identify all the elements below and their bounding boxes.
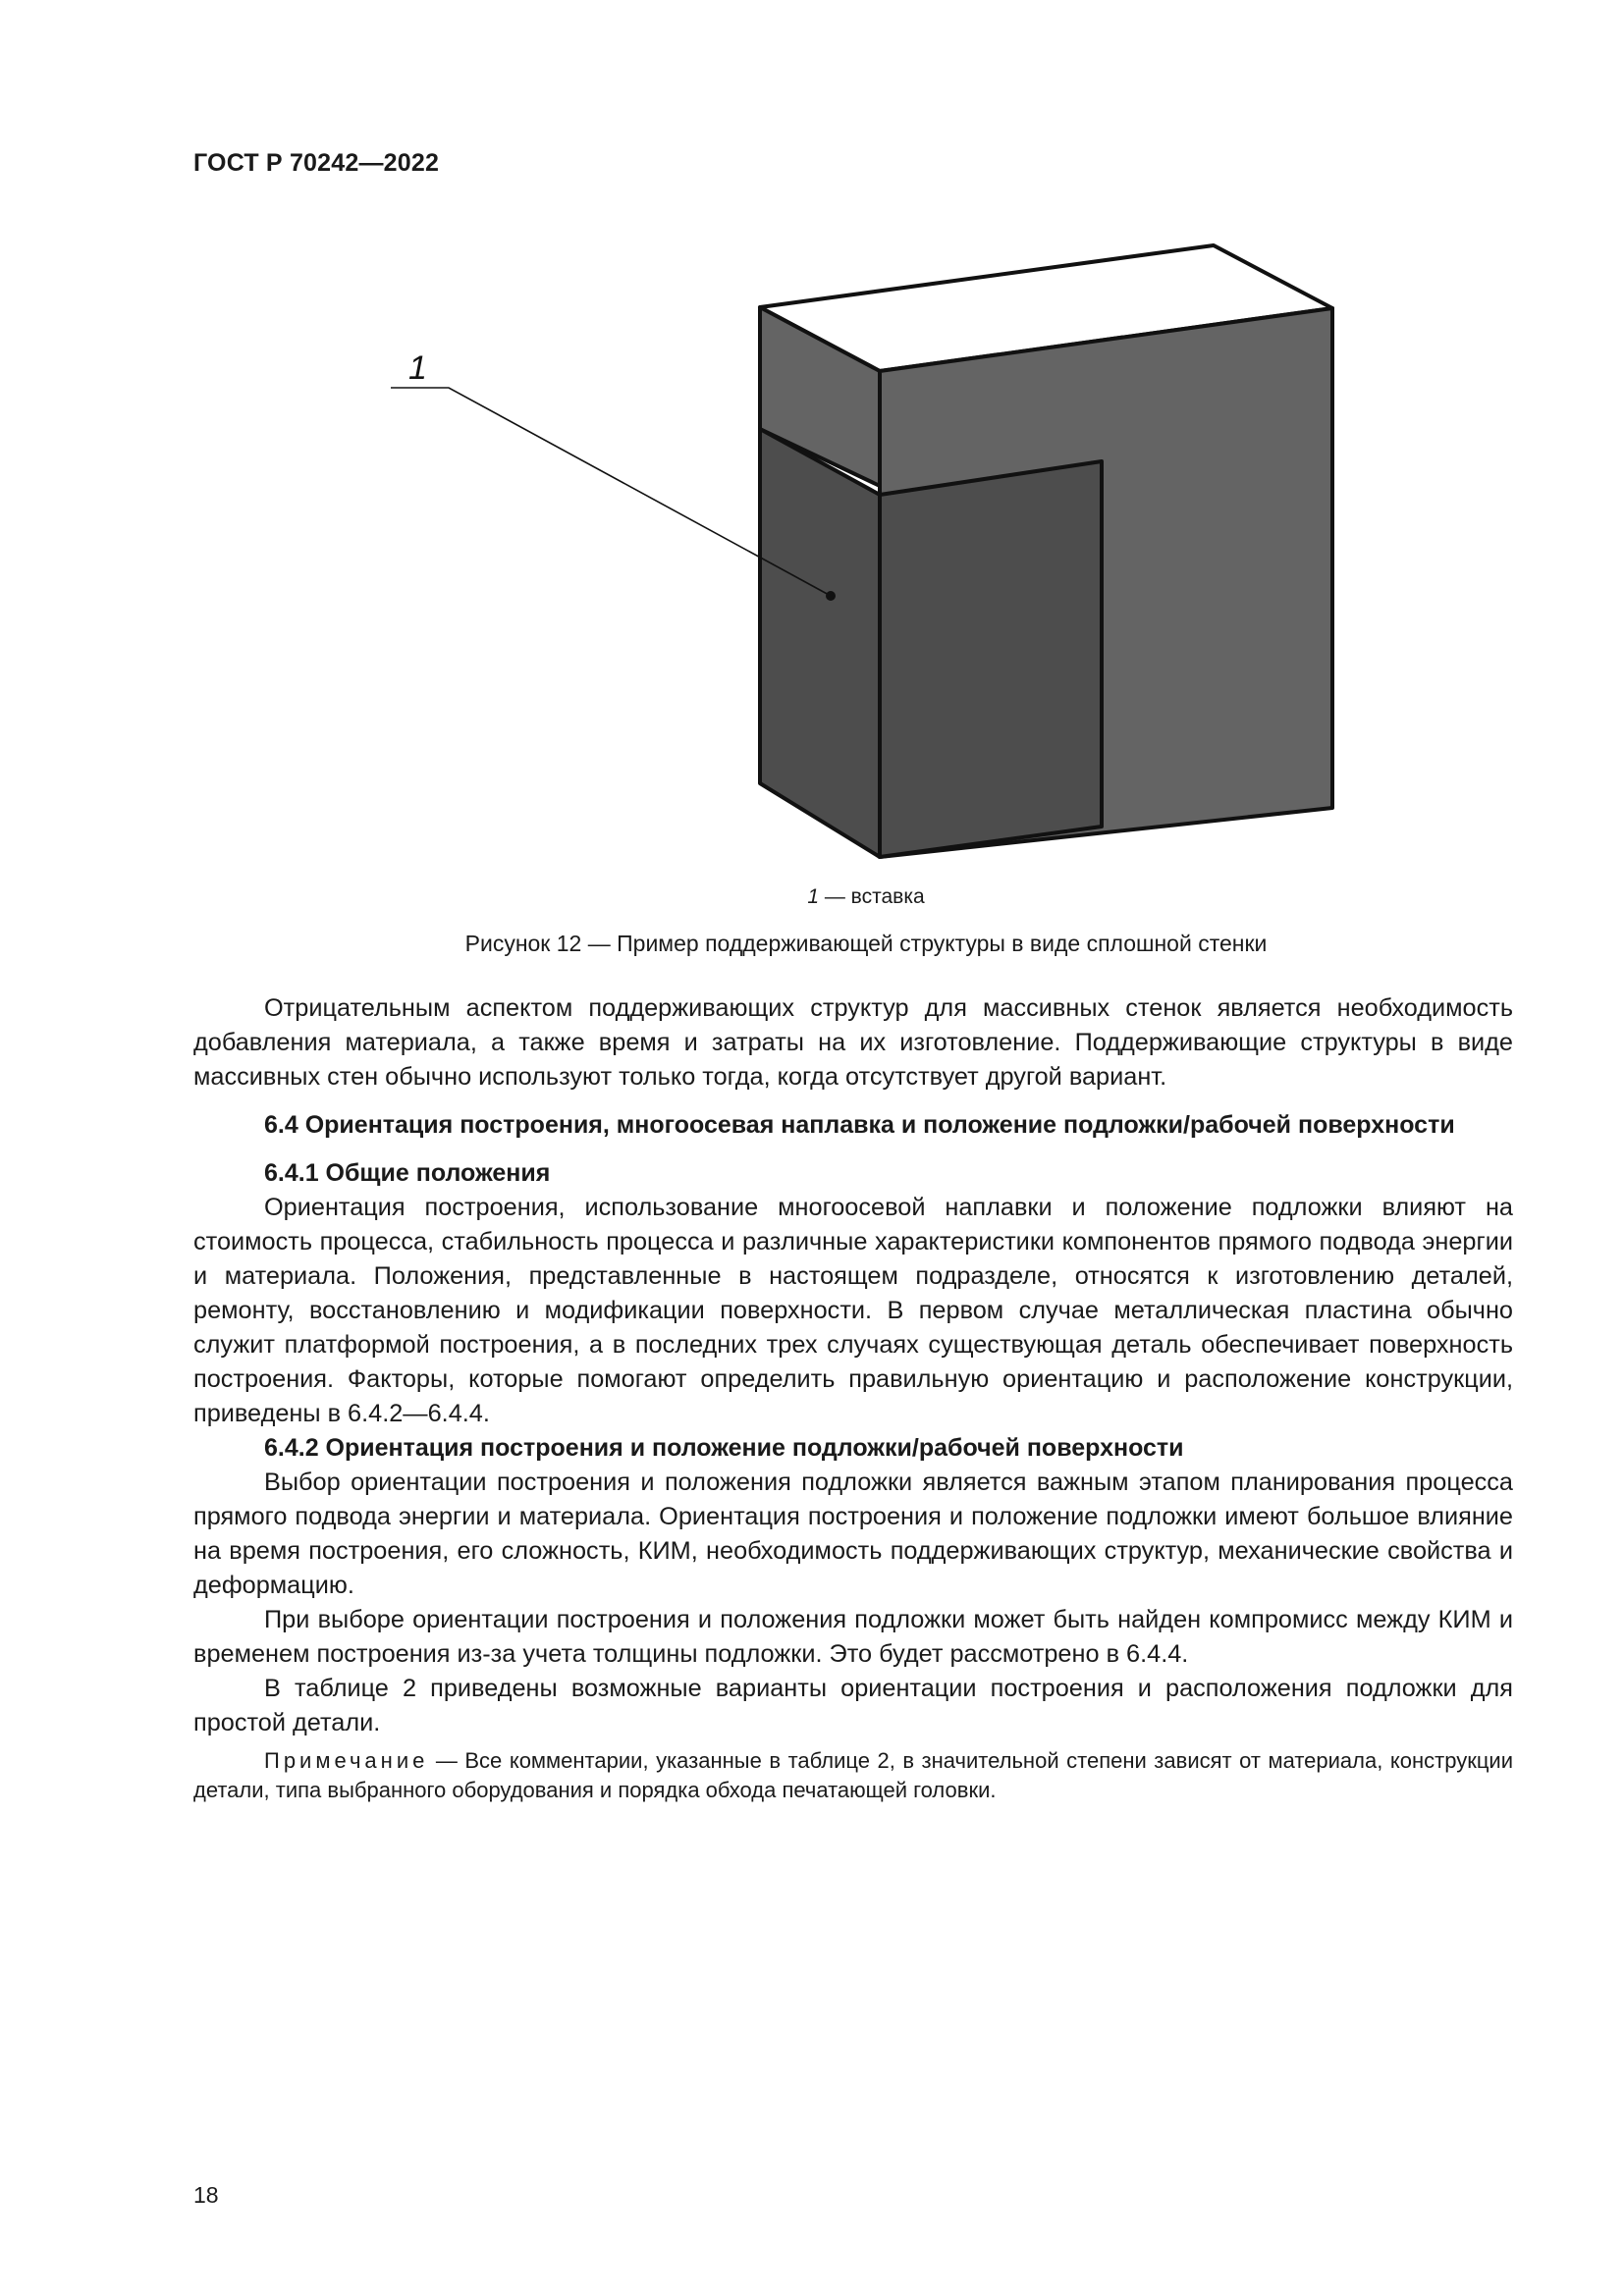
note-text: — Все комментарии, указанные в таблице 2, в значительной степени зависят от материала, конструкции детали, типа выбранного оборудования и порядка обхода печатающей головки. xyxy=(193,1748,1513,1802)
document-header: ГОСТ Р 70242—2022 xyxy=(193,149,440,177)
note xyxy=(193,1746,1513,1805)
section-6-4-heading: 6.4 Ориентация построения, многоосевая наплавка и положение подложки/рабочей поверхности xyxy=(264,1111,1455,1139)
section-6-4-2-paragraph-1: Выбор ориентации построения и положения подложки является важным этапом планирования процесса прямого подвода энергии и материала. Ориентация построения и положение подложки имеют большое влияние на время построения, его сложность, КИМ, необходимость поддерживающих структур, механические свойства и деформацию. xyxy=(193,1468,1513,1599)
section-6-4-2-paragraph-2: При выборе ориентации построения и положения подложки может быть найден компромисс между КИМ и временем построения из-за учета толщины подложки. Это будет рассмотрено в 6.4.4. xyxy=(193,1606,1513,1668)
insert-front-face xyxy=(880,461,1102,857)
legend-text: — вставка xyxy=(819,885,925,908)
solid-wall-support-illustration xyxy=(363,226,1345,874)
callout-number: 1 xyxy=(408,349,427,387)
figure-caption: Рисунок 12 — Пример поддерживающей структуры в виде сплошной стенки xyxy=(464,931,1268,956)
intro-paragraph: Отрицательным аспектом поддерживающих структур для массивных стенок является необходимость добавления материала, а также время и затраты на их изготовление. Поддерживающие структуры в виде массивных стен обычно используют только тогда, когда отсутствует другой вариант. xyxy=(193,994,1513,1091)
insert-left-face xyxy=(760,429,880,857)
section-6-4-2-paragraph-3: В таблице 2 приведены возможные варианты ориентации построения и расположения подложки для простой детали. xyxy=(193,1675,1513,1736)
page-number: 18 xyxy=(193,2182,219,2208)
figure-12 xyxy=(363,226,1345,874)
legend-number: 1 xyxy=(807,885,820,908)
section-6-4-1-paragraph: Ориентация построения, использование многоосевой наплавки и положение подложки влияют на стоимость процесса, стабильность процесса и различные характеристики компонентов прямого подвода энергии и материала. Положения, представленные в настоящем подразделе, относятся к изготовлению деталей, ремонту, восстановлению и модификации поверхности. В первом случае металлическая пластина обычно служит платформой построения, а в последних трех случаях существующая деталь обеспечивает поверхность построения. Факторы, которые помогают определить правильную ориентацию и расположение конструкции, приведены в 6.4.2—6.4.4. xyxy=(193,1194,1513,1427)
note-label: Примечание xyxy=(264,1748,429,1773)
callout-point xyxy=(826,591,836,601)
figure-legend xyxy=(0,885,1624,909)
body-text xyxy=(193,991,1513,1805)
section-6-4-2-heading: 6.4.2 Ориентация построения и положение подложки/рабочей поверхности xyxy=(264,1434,1184,1462)
section-6-4-1-heading: 6.4.1 Общие положения xyxy=(264,1159,551,1187)
